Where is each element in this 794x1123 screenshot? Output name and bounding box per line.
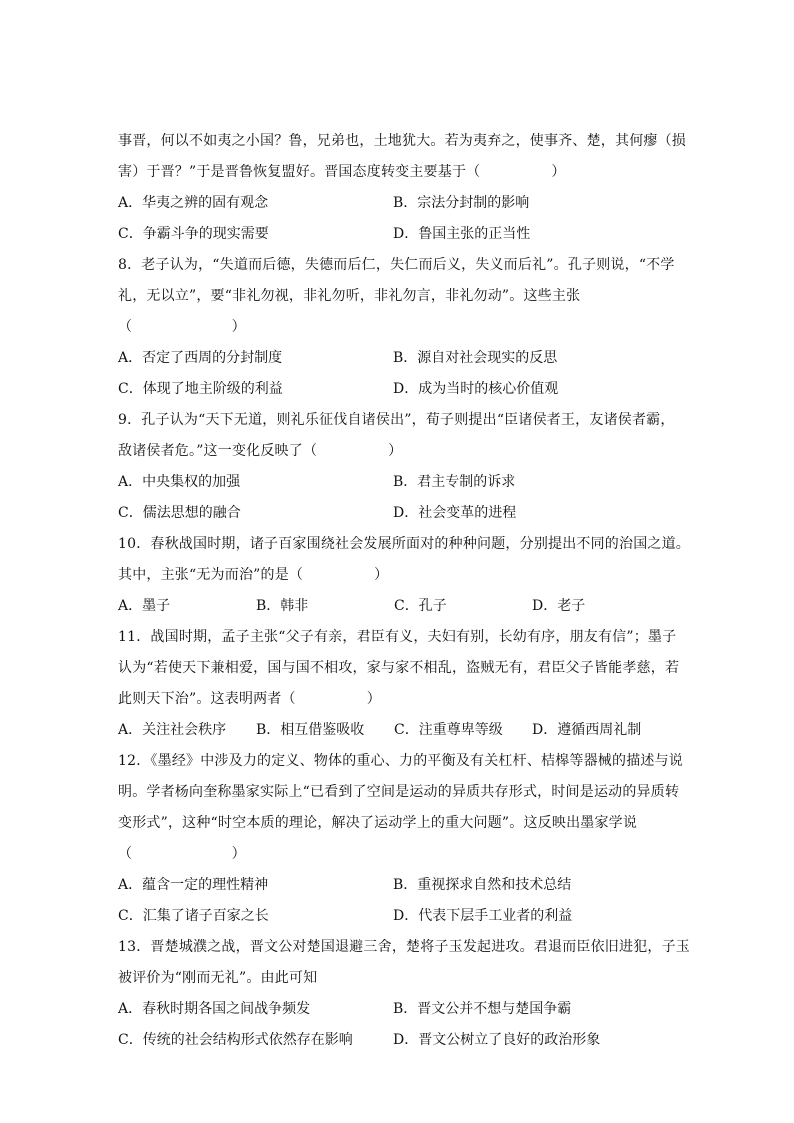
text-line: 9．孔子认为“天下无道，则礼乐征伐自诸侯出”，荀子则提出“臣诸侯者王，友诸侯者霸， bbox=[118, 412, 675, 428]
answer-option: D．鲁国主张的正当性 bbox=[393, 226, 531, 242]
text-line: 此则天下治”。这表明两者（ ） bbox=[118, 691, 381, 707]
text-line: 其中，主张“无为而治”的是（ ） bbox=[118, 567, 389, 583]
answer-option: C．争霸斗争的现实需要 bbox=[118, 226, 269, 242]
answer-option: A．蕴含一定的理性精神 bbox=[118, 877, 269, 893]
answer-options-row bbox=[118, 498, 678, 529]
text-line: 变形式”，这种“时空本质的理论，解决了运动学上的重大问题”。这反映出墨家学说 bbox=[118, 815, 638, 831]
text-line: 害）于晋？”于是晋鲁恢复盟好。晋国态度转变主要基于（ ） bbox=[118, 164, 566, 180]
answer-options-row bbox=[118, 219, 678, 250]
answer-option: B．宗法分封制的影响 bbox=[393, 195, 530, 211]
answer-option: B．源自对社会现实的反思 bbox=[393, 350, 558, 366]
answer-option: B．相互借鉴吸收 bbox=[256, 722, 365, 738]
answer-option: A．墨子 bbox=[118, 598, 171, 614]
answer-option: A．春秋时期各国之间战争频发 bbox=[118, 1001, 311, 1017]
answer-options-row bbox=[118, 374, 678, 405]
text-line: 10．春秋战国时期，诸子百家围绕社会发展所面对的种种问题，分别提出不同的治国之道。 bbox=[118, 536, 691, 552]
answer-option: C．儒法思想的融合 bbox=[118, 505, 241, 521]
answer-options-row bbox=[118, 467, 678, 498]
text-line: 被评价为“刚而无礼”。由此可知 bbox=[118, 970, 318, 986]
answer-option: C．汇集了诸子百家之长 bbox=[118, 908, 269, 924]
answer-option: A．关注社会秩序 bbox=[118, 722, 227, 738]
answer-option: B．君主专制的诉求 bbox=[393, 474, 516, 490]
text-line: 12．《墨经》中涉及力的定义、物体的重心、力的平衡及有关杠杆、桔槔等器械的描述与说 bbox=[118, 753, 684, 769]
text-line: 8．老子认为，“失道而后德，失德而后仁，失仁而后义，失义而后礼”。孔子则说，“不学 bbox=[118, 257, 675, 273]
answer-options-row bbox=[118, 994, 678, 1025]
text-line: （ ） bbox=[118, 846, 246, 862]
text-line: 事晋，何以不如夷之小国？鲁，兄弟也，土地犹大。若为夷弃之，使事齐、楚，其何瘳（损 bbox=[118, 133, 686, 149]
text-line: 敌诸侯者危。”这一变化反映了（ ） bbox=[118, 443, 403, 459]
text-line: 11．战国时期，孟子主张“父子有亲，君臣有义，夫妇有别，长幼有序，朋友有信”；墨子 bbox=[118, 629, 677, 645]
text-line: （ ） bbox=[118, 319, 246, 335]
answer-option: B．韩非 bbox=[256, 598, 309, 614]
answer-options-row bbox=[118, 715, 678, 746]
answer-options-row bbox=[118, 188, 678, 219]
text-line: 明。学者杨向奎称墨家实际上“已看到了空间是运动的异质共存形式，时间是运动的异质转 bbox=[118, 784, 680, 800]
answer-option: D．成为当时的核心价值观 bbox=[393, 381, 559, 397]
answer-option: B．晋文公并不想与楚国争霸 bbox=[393, 1001, 572, 1017]
answer-option: C．孔子 bbox=[394, 598, 447, 614]
answer-option: C．传统的社会结构形式依然存在影响 bbox=[118, 1032, 353, 1048]
answer-option: A．中央集权的加强 bbox=[118, 474, 241, 490]
text-line: 13．晋楚城濮之战，晋文公对楚国退避三舍，楚将子玉发起进攻。君退而臣依旧进犯，子玉 bbox=[118, 939, 691, 955]
answer-options-row bbox=[118, 1025, 678, 1056]
answer-option: D．晋文公树立了良好的政治形象 bbox=[393, 1032, 601, 1048]
answer-option: B．重视探求自然和技术总结 bbox=[393, 877, 572, 893]
answer-options-row bbox=[118, 870, 678, 901]
text-line: 认为“若使天下兼相爱，国与国不相攻，家与家不相乱，盗贼无有，君臣父子皆能孝慈，若 bbox=[118, 660, 680, 676]
answer-option: A．否定了西周的分封制度 bbox=[118, 350, 283, 366]
text-line: 礼，无以立”，要“非礼勿视，非礼勿听，非礼勿言，非礼勿动”。这些主张 bbox=[118, 288, 581, 304]
answer-option: D．代表下层手工业者的利益 bbox=[393, 908, 573, 924]
answer-option: D．遵循西周礼制 bbox=[532, 722, 642, 738]
answer-option: A．华夷之辨的固有观念 bbox=[118, 195, 269, 211]
answer-options-row bbox=[118, 591, 678, 622]
answer-options-row bbox=[118, 343, 678, 374]
question-content bbox=[118, 126, 691, 1056]
answer-option: D．社会变革的进程 bbox=[393, 505, 517, 521]
answer-option: C．体现了地主阶级的利益 bbox=[118, 381, 283, 397]
answer-option: C．注重尊卑等级 bbox=[394, 722, 503, 738]
answer-options-row bbox=[118, 901, 678, 932]
answer-option: D．老子 bbox=[532, 598, 586, 614]
